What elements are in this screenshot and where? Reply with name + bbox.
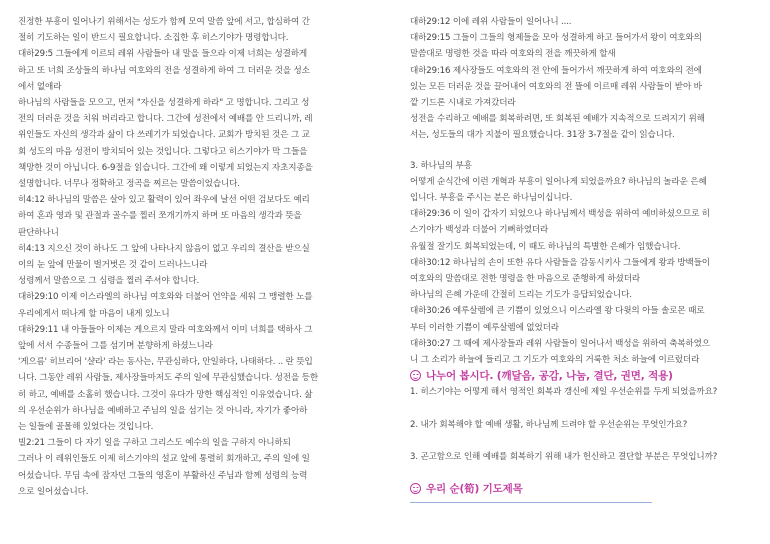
left-text-line: '게으름' 히브리어 '샬라' 라는 동사는, 무관심하다, 안일하다, 나태하다. .. 란 뜻입 [18,357,313,368]
right-text-line: 유월절 잘기도 회복되었는데, 이 때도 하나님의 특별한 은혜가 임했습니다. [410,241,681,252]
right-text-line: 대하29:15 그들이 그들의 형제들을 모아 성결하게 하고 들어가서 왕이 여호와의 [410,33,702,44]
right-text-line: 성전을 수리하고 예배를 회복하려면, 또 회복된 예배가 지속적으로 드려지기 위해 [410,114,705,125]
right-column [410,14,762,497]
left-text-line: 니다. 그동안 레위 사람들, 제사장들마저도 주의 일에 무관심했습니다. 성전을 등한 [18,373,318,384]
left-text-line: 대하29:10 이제 이스라엘의 하나님 여호와와 더불어 언약을 세워 그 맹렬한 노를 [18,292,313,303]
question-1: 1. 히스기야는 어떻게 해서 영적인 회복과 갱신에 제일 우선순위를 두게 되었을까요? [410,387,718,398]
left-text-line: 빌2:21 그들이 다 자기 일을 구하고 그리스도 예수의 일을 구하지 아니하되 [18,438,291,449]
right-text-line: 대하29:16 제사장들도 여호와의 전 안에 들어가서 깨끗하게 하여 여호와의 전에 [410,65,702,76]
right-text-line: 서는, 성도들의 대가 지불이 필요했습니다. 31장 3-7절을 같이 읽습니다. [410,130,675,141]
smile-icon [410,370,421,381]
right-text-line: 말씀대로 명령한 것을 따라 여호와의 전을 깨끗하게 할새 [410,49,616,60]
right-text-line: 부터 이러한 기쁨이 예루살렘에 없었더라 [410,322,559,333]
right-text-line: 하나님의 은혜 가운데 간절히 드리는 기도가 응답되었습니다. [410,290,632,301]
left-text-line: 히4:13 지으신 것이 하나도 그 앞에 나타나지 않음이 없고 우리의 결산을 받으실 [18,243,310,254]
left-text-line: 으로 일어섰습니다. [18,486,89,497]
right-text-line: 스기야가 백성과 더불어 기뻐하였더라 [410,225,549,236]
left-text-line: 이의 눈 앞에 만물이 벌거벗은 것 같이 드러나느니라 [18,260,208,271]
left-text-line: 의 우선순위가 하나님을 예배하고 주님의 일을 섬기는 것 아니라, 자기가 좋아하 [18,405,308,416]
right-text-line: 어떻게 순식간에 이런 개혁과 부흥이 일어나게 되었을까요? 하나님의 놀라운 은혜 [410,176,707,187]
left-text-line: 전의 더러운 것을 치워 버리라고 합니다. 그간에 성전에서 예배를 안 드리니까, 레 [18,114,313,125]
left-text-line: 우리에게서 떠나게 할 마음이 내게 있노니 [18,308,170,319]
prayer-heading: 우리 순(筍) 기도제목 [410,481,762,497]
left-text-line: 그러나 이 레위인들도 이제 히스기야의 설교 앞에 통렬히 회개하고, 주의 일에 일 [18,454,310,465]
question-3: 3. 곤고함으로 인해 예배를 회복하기 위해 내가 헌신하고 결단할 부분은 무엇입니까? [410,451,718,462]
left-text-line: 대하29:11 내 아들들아 이제는 게으르지 말라 여호와께서 이미 너희를 택하사 그 [18,324,313,335]
left-text-line: 에서 없애라 [18,81,62,92]
left-text-line: 앞에 서서 수종들어 그를 섬기며 분향하게 하셨느니라 [18,341,213,352]
left-text-line: 성령께서 말씀으로 그 심령을 찔러 주셔야 합니다. [18,276,200,287]
right-text-line: 대하30:26 예루살렘에 큰 기쁨이 있었으니 이스라엘 왕 다윗의 아들 솔로몬 때로 [410,306,705,317]
right-text-line: 있는 모든 더러운 것을 끌어내어 여호와의 전 뜰에 이르매 레위 사람들이 받아 바 [410,81,702,92]
left-text-line: 위인들도 자신의 생각과 삶이 다 쓰레기가 되었습니다. 교회가 방치된 것은 그 교 [18,130,310,141]
sharing-heading: 나누어 봅시다. (깨달음, 공감, 나눔, 결단, 권면, 적용) [410,368,762,384]
left-text-line: 설명합니다. 너무나 정확하고 정곡을 찌르는 말씀이었습니다. [18,179,240,190]
left-text-line: 절히 기도하는 일이 반드시 필요합니다. 소집한 후 히스기야가 명령합니다. [18,33,289,44]
right-text-line: 3. 하나님의 부흥 [410,160,472,171]
left-text-line: 책망한 것이 아닙니다. 6-9절을 읽습니다. 그간에 왜 이렇게 되었는지 자초지종을 [18,162,313,173]
left-text-line: 히4:12 하나님의 말씀은 살아 있고 활력이 있어 좌우에 날선 어떤 검보다도 예리 [18,195,310,206]
left-text-line: 회 성도의 마음 성전이 방치되어 있는 것입니다. 그렇다고 히스기야가 막 그들을 [18,146,308,157]
right-text-line: 대하30:12 하나님의 손이 또한 유다 사람들을 감동시키사 그들에게 왕과 방백들이 [410,257,710,268]
left-column [18,14,376,500]
right-text-line: 대하30:27 그 때에 제사장들과 레위 사람들이 일어나서 백성을 위하여 축복하였으 [410,338,710,349]
right-text-line: 니 그 소리가 하늘에 들리고 그 기도가 여호와의 거룩한 처소 하늘에 이르렀더라 [410,355,700,366]
left-text-line: 판단하나니 [18,227,59,238]
smile-icon [410,483,421,494]
left-text-line: 대하29:5 그들에게 이르되 레위 사람들아 내 말을 들으라 이제 너희는 성결하게 [18,49,308,60]
right-text-line: 대하29:12 이에 레위 사람들이 일어나니 .... [410,17,572,27]
left-text-line: 하고 또 너희 조상들의 하나님 여호와의 전을 성결하게 하여 그 더러운 것을 성소 [18,65,310,76]
right-text-line: 깥 기드론 시내로 가져갔더라 [410,98,516,109]
right-text-line: 대하29:36 이 일이 갑자기 되었으나 하나님께서 백성을 위하여 예비하셨으므로 히 [410,209,710,220]
right-block-1 [410,14,762,144]
right-text-line: 입니다. 부흥을 주시는 분은 하나님이십니다. [410,193,573,204]
question-2: 2. 내가 회복해야 할 예배 생활, 하나님께 드려야 할 우선순위는 무엇인가요? [410,419,688,430]
divider-line [410,502,652,503]
left-text-line: 하여 혼과 영과 및 관절과 골수를 찔러 쪼개기까지 하며 또 마음의 생각과 뜻을 [18,211,302,222]
left-text-line: 히 하고, 예배를 소홀히 했습니다. 그것이 유다가 망한 핵심적인 이유였습니다. 삶 [18,389,313,400]
left-text-line: 어섰습니다. 무딤 속에 잠자던 그들의 영혼이 부활하신 주님과 함께 성령의 능력 [18,470,308,481]
right-block-2 [410,158,762,369]
left-text-line: 는 일들에 골몰해 있었다는 것입니다. [18,422,154,433]
left-text-line: 진정한 부흥이 일어나기 위해서는 성도가 함께 모여 말씀 앞에 서고, 합심하여 간 [18,17,310,27]
left-text-line: 하나님의 사람들을 모으고, 먼저 "자신을 성결하게 하라" 고 명합니다. 그리고 성 [18,98,310,109]
right-text-line: 여호와의 말씀대로 전한 명령을 한 마음으로 준행하게 하셨더라 [410,274,641,285]
